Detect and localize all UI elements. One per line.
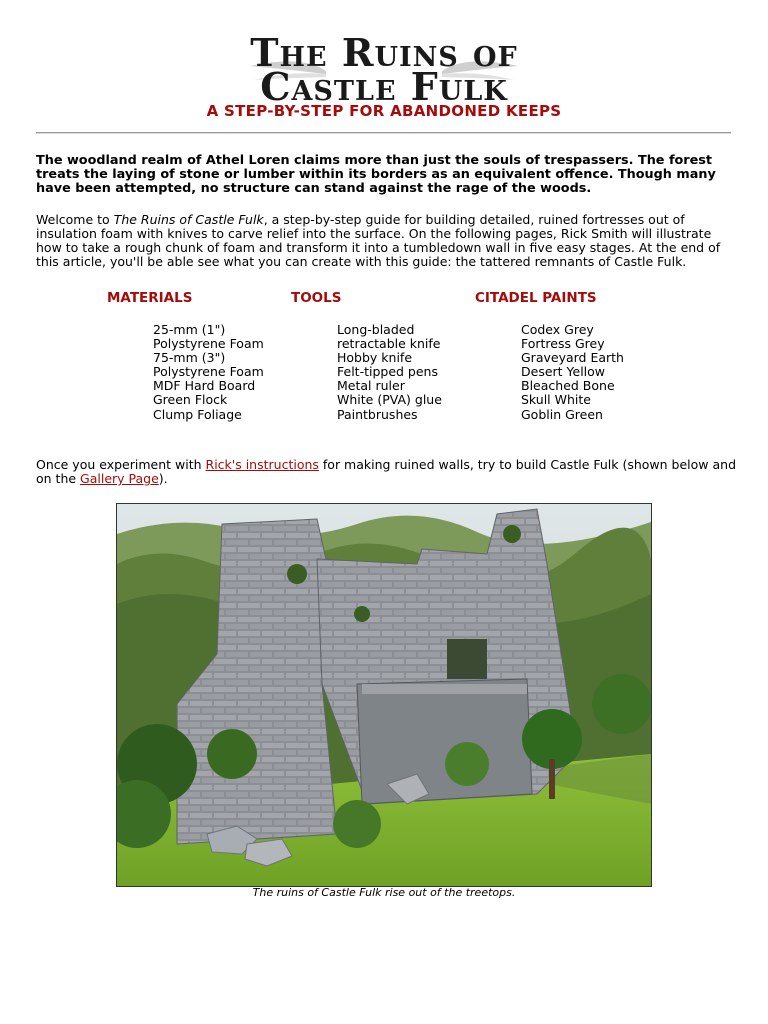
gallery-page-link[interactable]: Gallery Page <box>80 471 159 486</box>
site-logo <box>250 30 518 109</box>
tools-list <box>337 323 442 422</box>
list-item: 75-mm (3") <box>153 350 226 366</box>
materials-heading: MATERIALS <box>107 290 193 306</box>
list-item: Green Flock <box>153 392 228 408</box>
page-subtitle: A STEP-BY-STEP FOR ABANDONED KEEPS <box>206 102 562 120</box>
castle-fulk-photo <box>116 503 652 887</box>
header-divider <box>36 132 731 134</box>
list-item: Desert Yellow <box>521 364 606 380</box>
list-item: Bleached Bone <box>521 378 615 394</box>
paints-list <box>521 323 624 422</box>
list-item: Paintbrushes <box>337 406 418 422</box>
list-item: Codex Grey <box>521 322 594 337</box>
list-item: Long-bladed <box>337 322 415 337</box>
list-item: Fortress Grey <box>521 336 605 352</box>
logo-title-line1: The Ruins of <box>250 30 518 75</box>
intro-article-title: The Ruins of Castle Fulk <box>113 212 264 227</box>
list-item: White (PVA) glue <box>337 392 442 408</box>
list-item: 25-mm (1") <box>153 322 226 337</box>
photo-caption: The ruins of Castle Fulk rise out of the treetops. <box>252 886 516 899</box>
list-item: retractable knife <box>337 336 441 352</box>
paints-heading: CITADEL PAINTS <box>475 290 597 306</box>
materials-list <box>153 323 264 422</box>
intro-text-end: , a step-by-step guide for building detailed, ruined fortresses out of insulation foam with knives to carve relief into the surface. On the following pages, Rick Smith will illustrate how to take a rough chunk of foam and transform it into a tumbledown wall in five easy stages. At the end of this article, you'll be able see what you can create with this guide: the tattered remnants of Castle Fulk. <box>36 212 721 269</box>
logo-title-line2: Castle Fulk <box>260 64 508 109</box>
ricks-instructions-link[interactable]: Rick's instructions <box>205 457 319 472</box>
experiment-text-start: Once you experiment with <box>36 457 206 472</box>
tools-heading: TOOLS <box>291 290 342 306</box>
list-item: Polystyrene Foam <box>153 364 264 380</box>
list-item: MDF Hard Board <box>153 378 256 394</box>
experiment-text-end: ). <box>158 471 168 486</box>
intro-lead-paragraph: The woodland realm of Athel Loren claims more than just the souls of trespassers. The forest treats the laying of stone or lumber within its borders as an equivalent offence. Though many have been attempted, no structure can stand against the rage of the woods. <box>36 153 716 196</box>
castle-ruins-illustration <box>117 504 651 886</box>
list-item: Skull White <box>521 392 591 408</box>
intro-paragraph <box>36 213 736 269</box>
list-item: Graveyard Earth <box>521 350 624 366</box>
list-item: Goblin Green <box>521 406 603 422</box>
list-item: Polystyrene Foam <box>153 336 264 352</box>
experiment-paragraph <box>36 458 736 486</box>
intro-text-start: Welcome to <box>36 212 114 227</box>
list-item: Hobby knife <box>337 350 413 366</box>
list-item: Clump Foliage <box>153 406 242 422</box>
list-item: Metal ruler <box>337 378 405 394</box>
list-item: Felt-tipped pens <box>337 364 438 380</box>
experiment-text-middle: for making ruined walls, try to build Castle Fulk (shown below and on the <box>36 457 737 486</box>
